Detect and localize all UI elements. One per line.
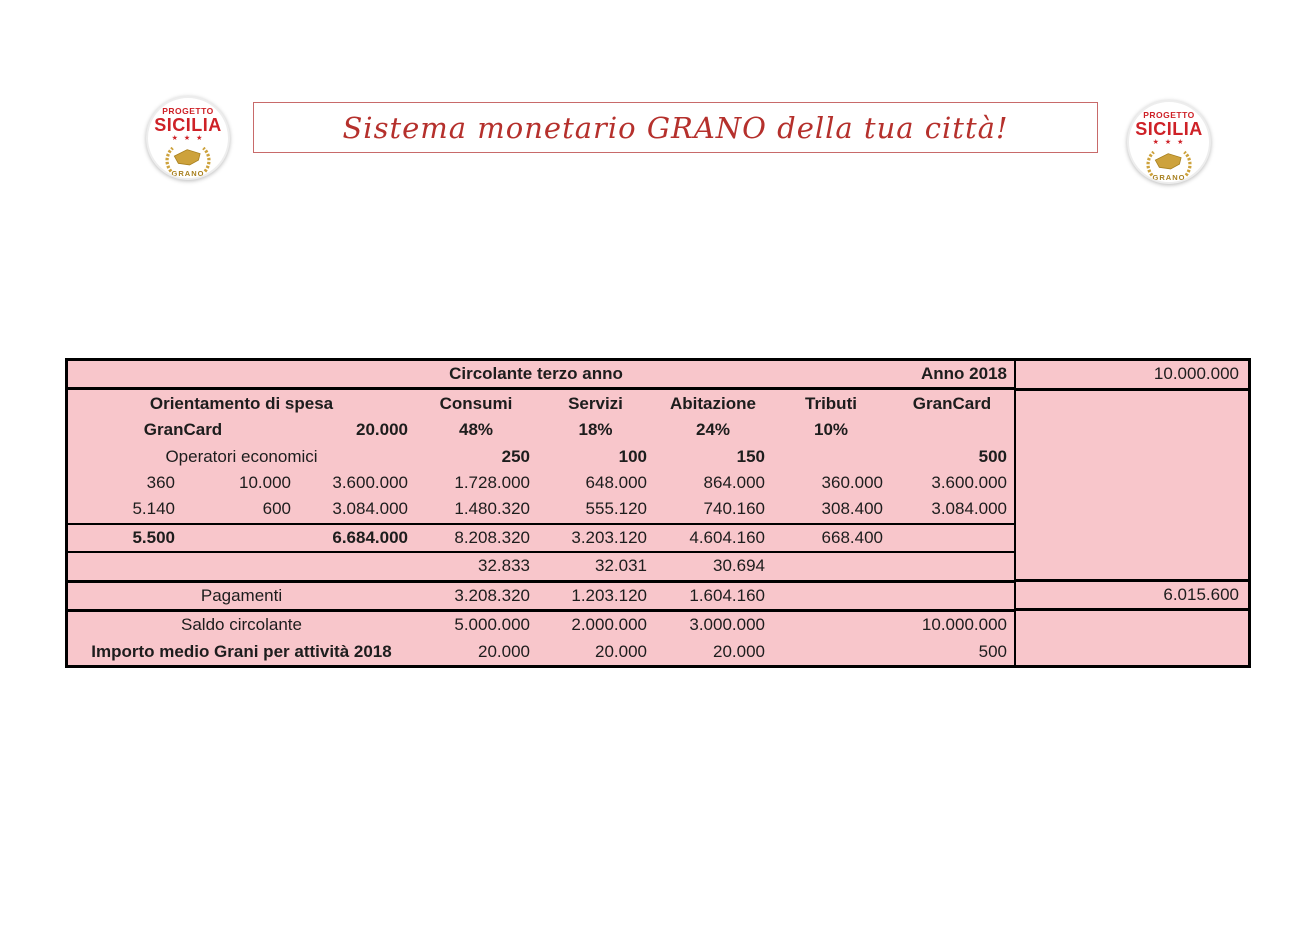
table-cell: 3.208.320 (454, 585, 530, 605)
table-right-cell: 6.015.600 (1016, 582, 1248, 612)
table-cell: 3.203.120 (571, 527, 647, 547)
table-cell: 1.203.120 (571, 585, 647, 605)
table-right-cell (1016, 611, 1248, 665)
table-right-cell: 10.000.000 (1016, 361, 1248, 391)
table-cell: 20.000 (478, 641, 530, 661)
table-right-cell (1016, 391, 1248, 582)
table-cell: 6.684.000 (332, 527, 408, 547)
logo-grano-text: GRANO (171, 169, 205, 178)
table-cell: 5.500 (132, 527, 175, 547)
table-cell: 30.694 (713, 556, 765, 576)
table-cell: 32.833 (478, 556, 530, 576)
table-row (68, 390, 1014, 416)
table-cell: 3.000.000 (689, 615, 765, 635)
logo-grano-text: GRANO (1152, 173, 1186, 182)
table-cell: 10% (813, 420, 849, 440)
table-cell: Consumi (439, 393, 513, 413)
table-cell: Saldo circolante (181, 615, 302, 635)
table-cell: 5.000.000 (454, 615, 530, 635)
table-cell: 3.600.000 (931, 473, 1007, 493)
table-cell: 150 (736, 446, 765, 466)
progetto-sicilia-logo-right (1127, 100, 1211, 184)
table-row (68, 553, 1014, 582)
table-cell: 864.000 (703, 473, 765, 493)
table-row (68, 496, 1014, 524)
table-row (68, 361, 1014, 390)
table-cell: 20.000 (713, 641, 765, 661)
table-cell: Circolante terzo anno (449, 364, 623, 384)
table-cell: 3.084.000 (931, 499, 1007, 519)
table-cell: 10.000.000 (921, 615, 1007, 635)
table-cell: 48% (458, 420, 494, 440)
table-cell: 740.160 (703, 499, 765, 519)
table-row (68, 417, 1014, 443)
table-cell: Tributi (805, 393, 857, 413)
table-cell: 250 (501, 446, 530, 466)
logo-progetto-text: PROGETTO (1143, 110, 1195, 120)
table-cell: 2.000.000 (571, 615, 647, 635)
table-cell: 1.604.160 (689, 585, 765, 605)
table-cell: 5.140 (132, 499, 175, 519)
page-title: Sistema monetario GRANO della tua città! (342, 110, 1009, 145)
table-cell: 100 (618, 446, 647, 466)
table-right-column (1014, 361, 1248, 665)
logo-stars: ★ ★ ★ (171, 135, 205, 142)
table-cell: 24% (695, 420, 731, 440)
title-banner (253, 102, 1098, 153)
table-cell: 555.120 (585, 499, 647, 519)
table-main (68, 361, 1014, 665)
table-cell: Servizi (568, 393, 623, 413)
table-cell: GranCard (912, 393, 992, 413)
logo-stars: ★ ★ ★ (1152, 139, 1186, 146)
table-cell: 18% (578, 420, 613, 440)
table-cell: 20.000 (356, 420, 408, 440)
table-cell: 360.000 (821, 473, 883, 493)
table-cell: 648.000 (585, 473, 647, 493)
table-cell: Pagamenti (200, 585, 283, 605)
progetto-sicilia-logo-left (146, 96, 230, 180)
table-cell: 4.604.160 (689, 527, 765, 547)
table-cell: Importo medio Grani per attività 2018 (91, 641, 392, 661)
table-cell: 360 (146, 473, 175, 493)
table-cell: Abitazione (670, 393, 756, 413)
table-cell: 3.600.000 (332, 473, 408, 493)
table-cell: 668.400 (821, 527, 883, 547)
table-cell: 3.084.000 (332, 499, 408, 519)
table-cell: 308.400 (821, 499, 883, 519)
table-row (68, 639, 1014, 665)
table-row (68, 612, 1014, 638)
logo-progetto-text: PROGETTO (162, 106, 214, 116)
table-cell: Operatori economici (165, 446, 318, 466)
table-cell: 1.728.000 (454, 473, 530, 493)
table-cell: Anno 2018 (921, 364, 1007, 384)
table-cell: 600 (262, 499, 291, 519)
table-cell: 500 (978, 446, 1007, 466)
logo-sicilia-text: SICILIA (154, 115, 222, 135)
logo-sicilia-text: SICILIA (1135, 119, 1203, 139)
grano-circulation-table (65, 358, 1251, 668)
table-cell: 32.031 (595, 556, 647, 576)
table-cell: 500 (978, 641, 1007, 661)
table-cell: 20.000 (595, 641, 647, 661)
table-row (68, 583, 1014, 612)
table-row (68, 470, 1014, 496)
table-cell: 10.000 (239, 473, 291, 493)
table-row (68, 443, 1014, 469)
table-row (68, 525, 1014, 553)
table-cell: 1.480.320 (454, 499, 530, 519)
table-cell: Orientamento di spesa (149, 393, 334, 413)
table-cell: GranCard (143, 420, 223, 440)
table-cell: 8.208.320 (454, 527, 530, 547)
